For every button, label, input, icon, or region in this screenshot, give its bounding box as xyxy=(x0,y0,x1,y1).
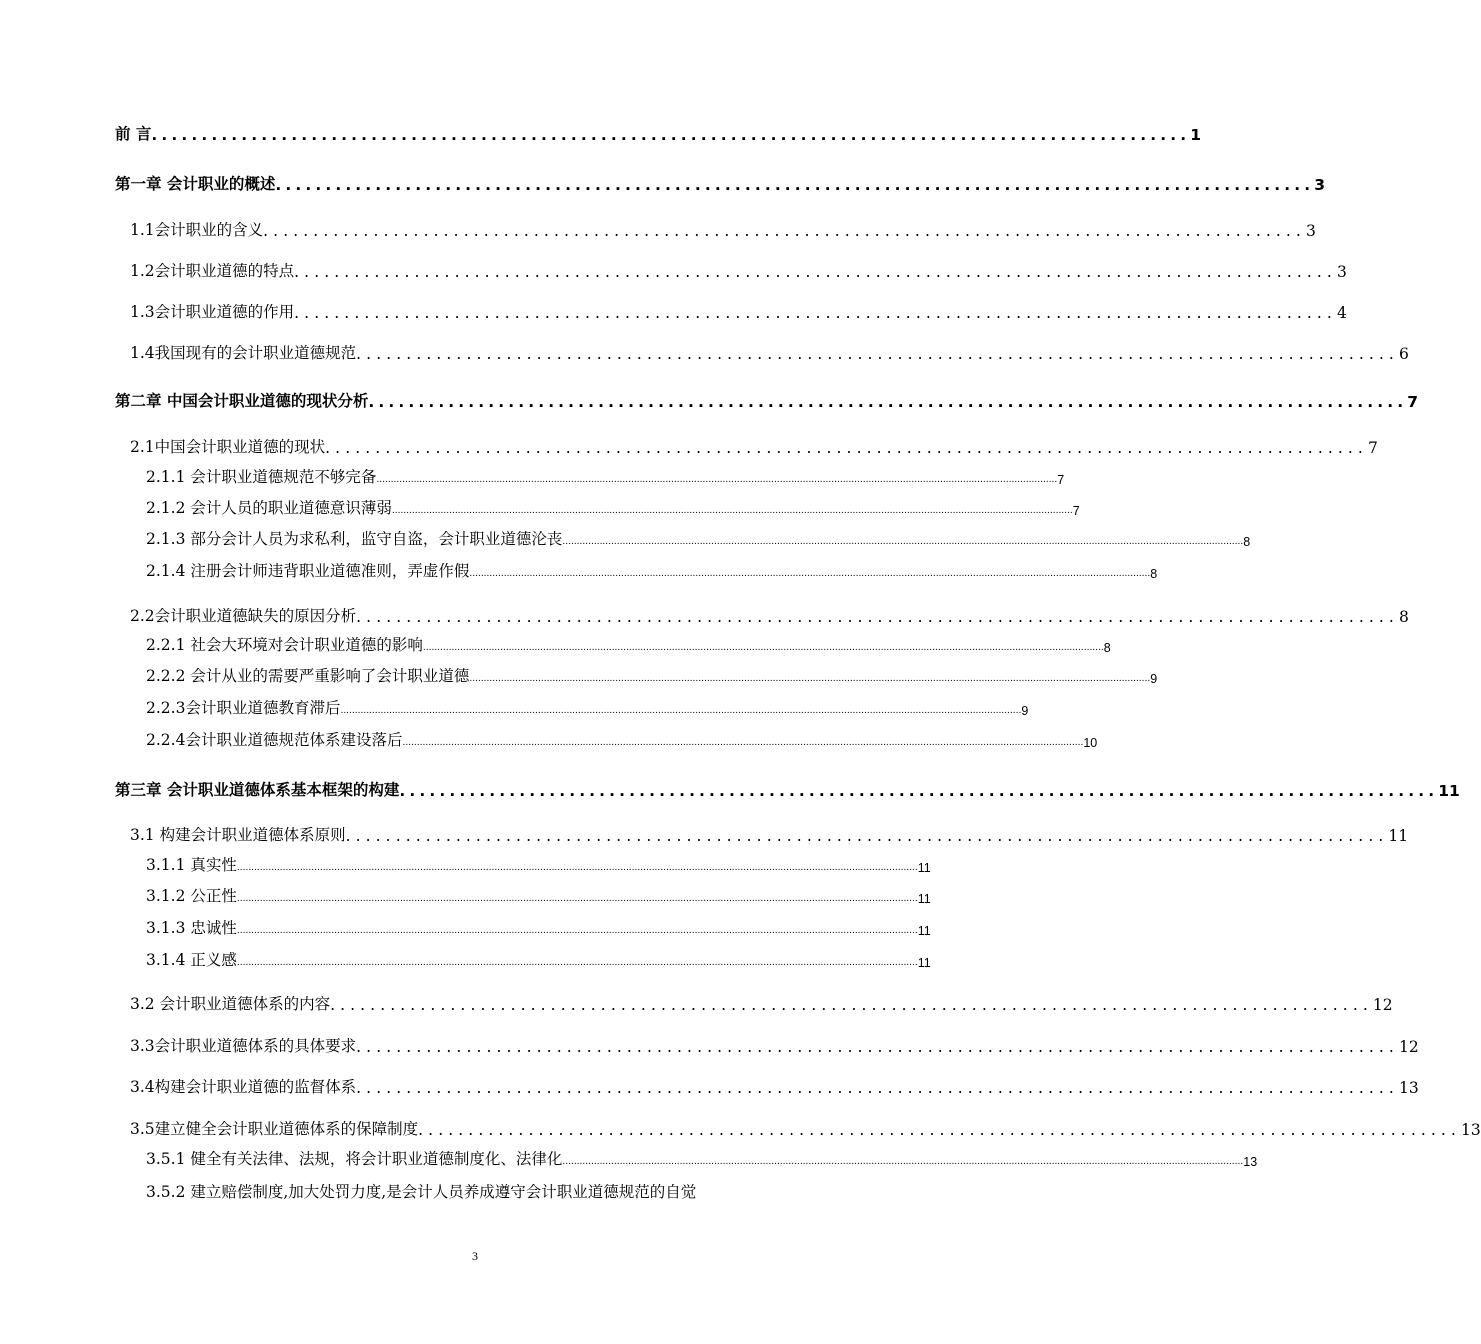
toc-entry[interactable] xyxy=(146,559,1158,581)
toc-entry-page: 7 xyxy=(1072,504,1080,518)
toc-entry[interactable] xyxy=(146,633,1111,655)
toc-entry[interactable] xyxy=(130,218,1316,240)
toc-entry-page: 3 xyxy=(1305,222,1316,240)
toc-entry[interactable] xyxy=(115,172,1325,194)
toc-entry-page: 11 xyxy=(1438,782,1460,800)
toc-entry-page: 9 xyxy=(1150,672,1158,686)
toc-entry[interactable] xyxy=(130,259,1347,281)
toc-entry[interactable] xyxy=(130,823,1409,845)
toc-entry-page: 8 xyxy=(1398,608,1409,626)
toc-entry-page: 12 xyxy=(1398,1038,1419,1056)
toc-entry-title: 第一章 会计职业的概述 xyxy=(115,175,276,193)
toc-entry-page: 7 xyxy=(1407,393,1418,411)
toc-leader: ........................................................................................................ xyxy=(263,222,1306,240)
toc-leader: .............................................................................................................................................................................................................................................. xyxy=(236,926,918,936)
toc-entry[interactable] xyxy=(130,341,1409,363)
toc-entry[interactable] xyxy=(130,435,1378,457)
toc-entry-page: 3 xyxy=(1336,263,1347,281)
toc-leader: ........................................................................................................ xyxy=(294,304,1337,322)
toc-entry-title: 2.1中国会计职业道德的现状 xyxy=(130,438,326,456)
page-number: 3 xyxy=(472,1249,478,1263)
toc-entry-page: 10 xyxy=(1083,736,1098,750)
toc-entry[interactable] xyxy=(130,604,1409,626)
toc-entry[interactable] xyxy=(130,1117,1481,1139)
toc-leader: ........................................................................................................ xyxy=(294,263,1337,281)
toc-entry-page: 11 xyxy=(917,861,931,875)
toc-leader: ........................................................................................................ xyxy=(325,439,1368,457)
toc-entry-title: 3.2 会计职业道德体系的内容 xyxy=(130,995,331,1013)
toc-entry-page: 3 xyxy=(1314,176,1325,194)
toc-entry-title: 3.1.4 正义感 xyxy=(146,951,237,969)
toc-leader: ........................................................................................................ xyxy=(368,393,1408,411)
toc-leader: ........................................................................................................ xyxy=(345,827,1389,845)
toc-leader: .............................................................................................................................................................................................................................................. xyxy=(562,537,1244,547)
toc-leader: .............................................................................................................................................................................................................................................. xyxy=(469,569,1151,579)
toc-leader: .............................................................................................................................................................................................................................................. xyxy=(340,706,1022,716)
toc-leader: ........................................................................................................ xyxy=(151,126,1191,144)
toc-leader: .............................................................................................................................................................................................................................................. xyxy=(402,738,1084,748)
toc-entry-title: 2.1.3 部分会计人员为求私利，监守自盗，会计职业道德沦丧 xyxy=(146,530,563,548)
toc-entry-page: 11 xyxy=(917,892,931,906)
toc-entry[interactable] xyxy=(130,992,1393,1014)
toc-entry-title: 2.1.2 会计人员的职业道德意识薄弱 xyxy=(146,499,392,517)
toc-entry[interactable] xyxy=(146,884,931,906)
toc-leader: .............................................................................................................................................................................................................................................. xyxy=(469,674,1151,684)
toc-entry-page: 8 xyxy=(1243,535,1251,549)
toc-entry-title: 3.3会计职业道德体系的具体要求 xyxy=(130,1037,357,1055)
toc-entry-title: 第三章 会计职业道德体系基本框架的构建 xyxy=(115,781,400,799)
toc-entry-page: 9 xyxy=(1021,704,1029,718)
toc-entry[interactable] xyxy=(115,389,1418,411)
toc-entry-title: 2.2.4会计职业道德规范体系建设落后 xyxy=(146,731,403,749)
toc-entry[interactable] xyxy=(130,1075,1419,1097)
toc-leader: ........................................................................................................ xyxy=(330,996,1373,1014)
toc-leader: .............................................................................................................................................................................................................................................. xyxy=(376,475,1058,485)
toc-leader: ........................................................................................................ xyxy=(418,1121,1461,1139)
toc-entry-title: 第二章 中国会计职业道德的现状分析 xyxy=(115,392,369,410)
toc-entry[interactable] xyxy=(146,664,1158,686)
toc-leader: .............................................................................................................................................................................................................................................. xyxy=(236,894,918,904)
toc-entry-title: 2.1.4 注册会计师违背职业道德准则，弄虚作假 xyxy=(146,562,470,580)
toc-entry-page: 6 xyxy=(1398,345,1409,363)
toc-entry[interactable] xyxy=(146,527,1251,549)
toc-entry-page: 13 xyxy=(1460,1121,1481,1139)
toc-entry-title: 前 言 xyxy=(115,125,152,143)
toc-entry-title: 2.2.1 社会大环境对会计职业道德的影响 xyxy=(146,636,423,654)
toc-entry-page: 7 xyxy=(1057,473,1065,487)
toc-entry-title: 2.1.1 会计职业道德规范不够完备 xyxy=(146,468,377,486)
toc-entry[interactable] xyxy=(146,1147,1258,1169)
toc-leader: ........................................................................................................ xyxy=(356,608,1399,626)
toc-leader: ........................................................................................................ xyxy=(356,1038,1399,1056)
toc-leader: .............................................................................................................................................................................................................................................. xyxy=(391,506,1073,516)
toc-entry[interactable] xyxy=(146,853,931,875)
toc-entry-page: 13 xyxy=(1398,1079,1419,1097)
toc-entry-page: 11 xyxy=(917,924,931,938)
toc-leader: .............................................................................................................................................................................................................................................. xyxy=(422,643,1104,653)
toc-entry[interactable] xyxy=(115,122,1201,144)
toc-leader: ........................................................................................................ xyxy=(399,782,1439,800)
toc-entry[interactable] xyxy=(115,778,1460,800)
toc-leader: .............................................................................................................................................................................................................................................. xyxy=(236,958,918,968)
toc-entry-page: 8 xyxy=(1150,567,1158,581)
toc-entry-title: 1.3会计职业道德的作用 xyxy=(130,303,295,321)
toc-entry-page: 8 xyxy=(1103,641,1111,655)
toc-entry-page: 4 xyxy=(1336,304,1347,322)
toc-entry-title: 3.5.1 健全有关法律、法规，将会计职业道德制度化、法律化 xyxy=(146,1150,563,1168)
toc-entry-title: 3.1.3 忠诚性 xyxy=(146,919,237,937)
toc-entry-title: 1.2会计职业道德的特点 xyxy=(130,262,295,280)
toc-entry-title: 3.1.2 公正性 xyxy=(146,887,237,905)
toc-entry-title: 2.2.3会计职业道德教育滞后 xyxy=(146,699,341,717)
toc-entry-page: 11 xyxy=(917,956,931,970)
toc-leader: ........................................................................................................ xyxy=(275,176,1315,194)
toc-entry-title: 3.1.1 真实性 xyxy=(146,856,237,874)
toc-entry[interactable] xyxy=(146,696,1029,718)
toc-entry-title: 3.1 构建会计职业道德体系原则 xyxy=(130,826,346,844)
toc-entry-title: 1.4我国现有的会计职业道德规范 xyxy=(130,344,357,362)
toc-entry-page: 1 xyxy=(1190,126,1201,144)
toc-entry[interactable] xyxy=(146,728,1098,750)
toc-entry[interactable] xyxy=(130,300,1347,322)
toc-leader: .............................................................................................................................................................................................................................................. xyxy=(562,1157,1244,1167)
toc-leader: ........................................................................................................ xyxy=(356,1079,1399,1097)
toc-entry-page: 12 xyxy=(1372,996,1393,1014)
toc-entry[interactable] xyxy=(146,948,931,970)
toc-entry-title: 2.2.2 会计从业的需要严重影响了会计职业道德 xyxy=(146,667,470,685)
toc-leader: ........................................................................................................ xyxy=(356,345,1399,363)
toc-leader: .............................................................................................................................................................................................................................................. xyxy=(236,863,918,873)
toc-entry[interactable] xyxy=(146,916,931,938)
toc-entry-title: 2.2会计职业道德缺失的原因分析 xyxy=(130,607,357,625)
toc-entry-page: 11 xyxy=(1388,827,1409,845)
toc-entry-title: 1.1会计职业的含义 xyxy=(130,221,264,239)
toc-entry-title: 3.5建立健全会计职业道德体系的保障制度 xyxy=(130,1120,419,1138)
toc-entry[interactable] xyxy=(146,496,1080,518)
toc-entry[interactable] xyxy=(130,1034,1419,1056)
toc-entry-page: 7 xyxy=(1367,439,1378,457)
toc-entry-title: 3.4构建会计职业道德的监督体系 xyxy=(130,1078,357,1096)
toc-entry[interactable] xyxy=(146,465,1065,487)
toc-entry-continued[interactable]: 3.5.2 建立赔偿制度,加大处罚力度,是会计人员养成遵守会计职业道德规范的自觉 xyxy=(146,1183,697,1201)
toc-entry-page: 13 xyxy=(1243,1155,1258,1169)
